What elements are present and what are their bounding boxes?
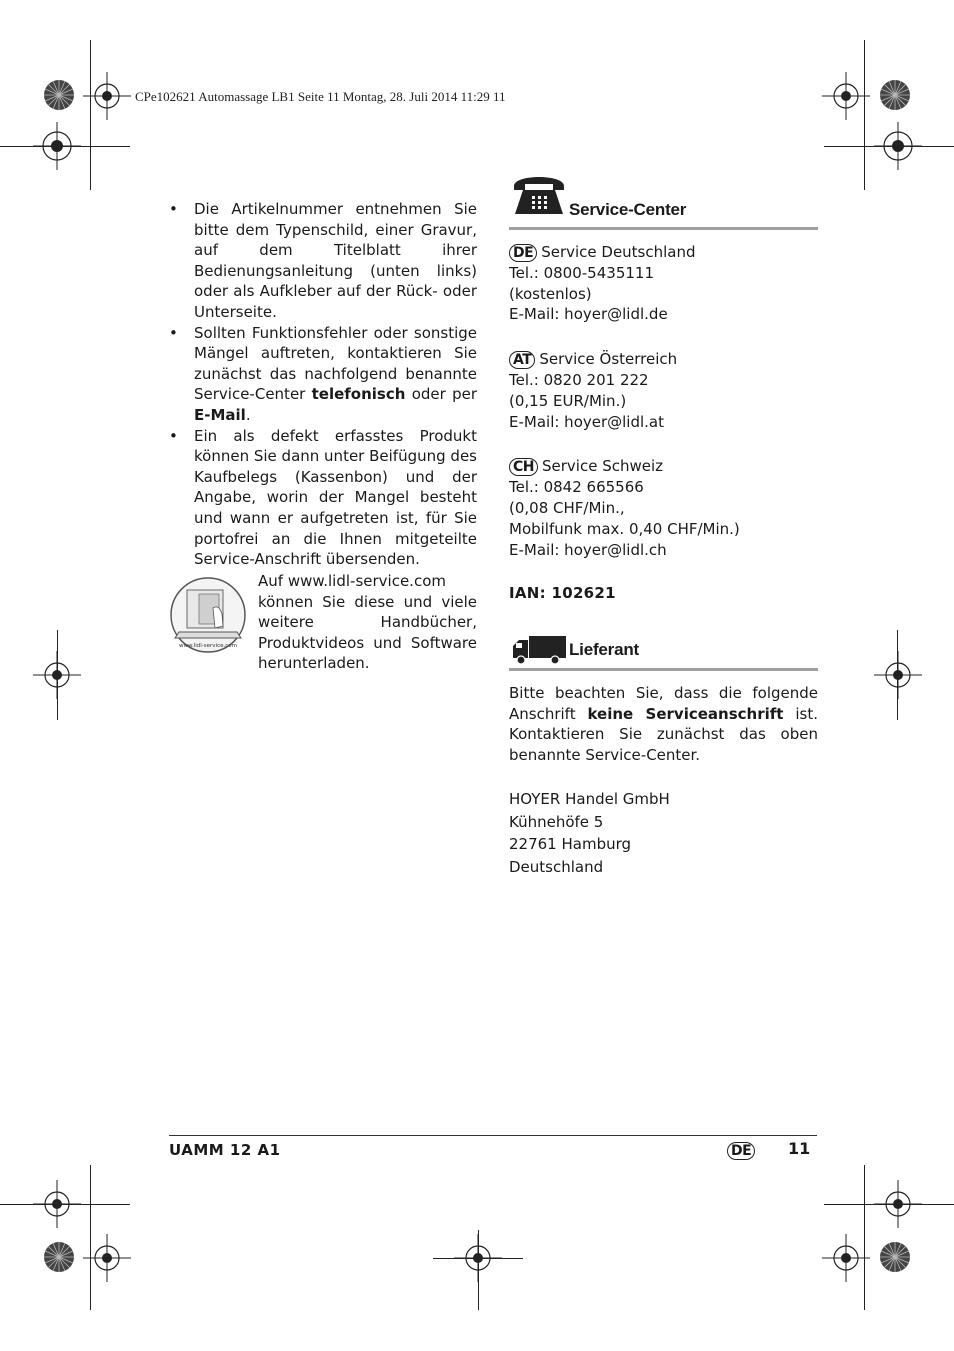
svg-text:www.lidl-service.com: www.lidl-service.com <box>179 643 237 649</box>
ian-number: IAN: 102621 <box>509 584 616 603</box>
country-badge-ch: CH <box>509 458 538 476</box>
country-badge-at: AT <box>509 351 535 369</box>
footer-rule <box>169 1135 817 1136</box>
left-column <box>169 199 477 570</box>
registration-mark-icon <box>33 1180 81 1228</box>
registration-mark-icon <box>83 1234 131 1282</box>
color-target-icon <box>43 1241 75 1273</box>
registration-mark-icon <box>33 651 81 699</box>
telephone-icon <box>511 170 567 216</box>
service-de: DE Service Deutschland Tel.: 0800-5435111 (kostenlos) E-Mail: hoyer@lidl.de <box>509 243 696 324</box>
instruction-list <box>169 199 477 570</box>
list-item: • Ein als defekt erfasstes Produkt können Sie dann unter Beifügung des Kaufbelegs (Kassenbon) und der Angabe, worin der Mangel besteht und wann er aufgetreten ist, für Sie portofrei an die Ihnen mitgeteilte Service-Anschrift übersenden. <box>169 426 477 570</box>
registration-mark-icon <box>33 122 81 170</box>
supplier-heading: Lieferant <box>569 640 639 659</box>
laptop-web-icon <box>169 576 247 654</box>
service-contacts <box>509 242 818 604</box>
footer-country-badge: DE <box>727 1142 755 1160</box>
download-info: Auf www.lidl-service.com können Sie diese und viele weitere Handbücher, Produktvideos und Software herunterladen. <box>258 572 477 673</box>
registration-mark-icon <box>822 72 870 120</box>
divider <box>509 668 818 671</box>
registration-mark-icon <box>874 651 922 699</box>
registration-mark-icon <box>83 72 131 120</box>
divider <box>509 227 818 230</box>
list-item: • Sollten Funktionsfehler oder sonstige Mängel auftreten, kontaktieren Sie zunächst das nachfolgend benannte Service-Center telefonisch oder per E-Mail. <box>169 323 477 426</box>
print-slug: CPe102621 Automassage LB1 Seite 11 Montag, 28. Juli 2014 11:29 11 <box>135 89 506 104</box>
registration-mark-icon <box>454 1234 502 1282</box>
registration-mark-icon <box>874 122 922 170</box>
color-target-icon <box>879 79 911 111</box>
service-at: AT Service Österreich Tel.: 0820 201 222 (0,15 EUR/Min.) E-Mail: hoyer@lidl.at <box>509 350 678 431</box>
model-number: UAMM 12 A1 <box>169 1141 281 1159</box>
registration-mark-icon <box>822 1234 870 1282</box>
color-target-icon <box>43 79 75 111</box>
list-item: • Die Artikelnummer entnehmen Sie bitte dem Typenschild, einer Gravur, auf dem Titelblatt ihrer Bedienungsanleitung (unten links) oder als Aufkleber auf der Rück- oder Unterseite. <box>169 199 477 323</box>
supplier-address: HOYER Handel GmbH Kühnehöfe 5 22761 Hamburg Deutschland <box>509 790 670 876</box>
supplier-text: Bitte beachten Sie, dass die folgende Anschrift keine Serviceanschrift ist. Kontaktieren Sie zunächst das oben benannte Service-Center. <box>509 684 818 764</box>
service-center-heading: Service-Center <box>569 200 687 219</box>
page-number: 11 <box>788 1139 811 1158</box>
registration-mark-icon <box>874 1180 922 1228</box>
service-ch: CH Service Schweiz Tel.: 0842 665566 (0,08 CHF/Min., Mobilfunk max. 0,40 CHF/Min.) E-Mail: hoyer@lidl.ch <box>509 457 740 559</box>
color-target-icon <box>879 1241 911 1273</box>
country-badge-de: DE <box>509 244 537 262</box>
truck-icon <box>511 634 567 666</box>
